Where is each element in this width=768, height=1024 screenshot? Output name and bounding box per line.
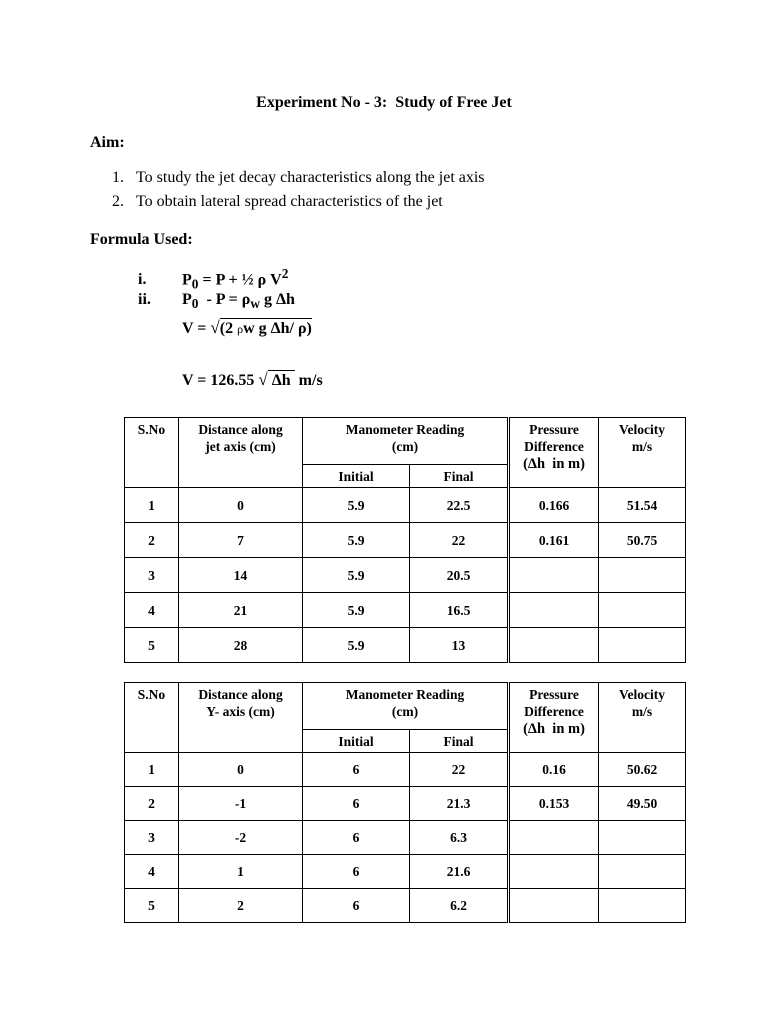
cell-distance: 14 — [179, 558, 303, 593]
cell-sno: 1 — [125, 753, 179, 787]
header-manometer — [303, 418, 509, 465]
header-text: Pressure — [529, 422, 579, 437]
table-row — [125, 488, 686, 523]
cell-sno: 1 — [125, 488, 179, 523]
cell-final: 22 — [410, 753, 509, 787]
table-row — [125, 889, 686, 923]
cell-velocity — [599, 889, 686, 923]
cell-initial: 5.9 — [303, 523, 410, 558]
cell-final: 6.2 — [410, 889, 509, 923]
cell-pressure — [509, 889, 599, 923]
header-sno: S.No — [125, 418, 179, 488]
cell-velocity: 51.54 — [599, 488, 686, 523]
aim-item-1 — [112, 169, 485, 187]
header-text: Distance along — [198, 422, 283, 437]
cell-final: 22 — [410, 523, 509, 558]
cell-velocity — [599, 628, 686, 663]
cell-final: 21.3 — [410, 787, 509, 821]
formula-symbol: P — [182, 291, 192, 308]
formula-text: (2 — [219, 320, 238, 337]
formula-symbol: P — [182, 271, 192, 289]
header-initial: Initial — [303, 465, 410, 488]
jet-axis-table — [124, 417, 686, 663]
formula-heading: Formula Used: — [90, 231, 193, 248]
cell-initial: 6 — [303, 821, 410, 855]
table-row — [125, 628, 686, 663]
table-row — [125, 753, 686, 787]
aim-item-2 — [112, 193, 443, 211]
cell-pressure: 0.166 — [509, 488, 599, 523]
cell-sno: 5 — [125, 889, 179, 923]
sqrt-icon: √ — [258, 370, 268, 389]
header-text: Manometer Reading — [345, 687, 465, 702]
cell-distance: 2 — [179, 889, 303, 923]
cell-initial: 6 — [303, 787, 410, 821]
cell-velocity: 50.75 — [599, 523, 686, 558]
cell-distance: 0 — [179, 753, 303, 787]
cell-sno: 3 — [125, 821, 179, 855]
y-axis-table — [124, 682, 686, 923]
cell-initial: 5.9 — [303, 558, 410, 593]
page-title: Experiment No - 3: Study of Free Jet — [256, 94, 512, 111]
formula-2 — [138, 291, 295, 312]
header-final: Final — [410, 465, 509, 488]
sqrt-icon: √ — [210, 318, 220, 337]
aim-item-text: To obtain lateral spread characteristics of the jet — [136, 193, 443, 210]
formula-radicand: Δh — [267, 372, 295, 389]
formula-text: w g Δh/ ρ) — [243, 320, 312, 337]
formula-number: i. — [138, 271, 147, 289]
cell-final: 16.5 — [410, 593, 509, 628]
formula-text: - P = ρ — [198, 291, 251, 308]
cell-sno: 4 — [125, 593, 179, 628]
header-velocity — [599, 418, 686, 488]
cell-final: 20.5 — [410, 558, 509, 593]
header-final: Final — [410, 730, 509, 753]
formula-text: V = 126.55 — [182, 372, 259, 389]
cell-velocity — [599, 558, 686, 593]
header-distance — [179, 683, 303, 753]
header-text: (Δh in m) — [523, 721, 585, 737]
header-pressure — [509, 418, 599, 488]
table-row — [125, 558, 686, 593]
header-text: jet axis (cm) — [205, 439, 276, 454]
header-text: m/s — [631, 439, 653, 454]
header-sno: S.No — [125, 683, 179, 753]
header-text: (Δh in m) — [523, 456, 585, 472]
cell-velocity — [599, 821, 686, 855]
aim-heading: Aim: — [90, 134, 125, 151]
cell-initial: 5.9 — [303, 628, 410, 663]
cell-pressure: 0.153 — [509, 787, 599, 821]
header-text: Velocity — [619, 422, 666, 437]
header-text: Difference — [524, 704, 584, 719]
cell-initial: 5.9 — [303, 593, 410, 628]
header-text: (cm) — [391, 439, 419, 454]
table-row — [125, 821, 686, 855]
cell-final: 22.5 — [410, 488, 509, 523]
table-row — [125, 593, 686, 628]
header-distance — [179, 418, 303, 488]
formula-symbol: ρ — [237, 322, 244, 336]
cell-distance: 1 — [179, 855, 303, 889]
header-text: Velocity — [619, 687, 666, 702]
cell-pressure: 0.161 — [509, 523, 599, 558]
aim-item-number: 1. — [112, 169, 124, 186]
table-row — [125, 523, 686, 558]
table-row — [125, 787, 686, 821]
cell-velocity: 49.50 — [599, 787, 686, 821]
cell-pressure: 0.16 — [509, 753, 599, 787]
cell-pressure — [509, 855, 599, 889]
formula-subscript: w — [250, 296, 260, 312]
formula-text: = P + ½ ρ V — [198, 271, 282, 289]
formula-unit: m/s — [294, 372, 323, 389]
formula-number: ii. — [138, 291, 151, 308]
cell-final: 6.3 — [410, 821, 509, 855]
formula-4 — [182, 370, 323, 390]
cell-velocity: 50.62 — [599, 753, 686, 787]
header-velocity — [599, 683, 686, 753]
cell-final: 13 — [410, 628, 509, 663]
cell-initial: 6 — [303, 753, 410, 787]
header-text: (cm) — [391, 704, 419, 719]
cell-initial: 5.9 — [303, 488, 410, 523]
header-text: Manometer Reading — [345, 422, 465, 437]
cell-initial: 6 — [303, 855, 410, 889]
header-text: Distance along — [198, 687, 283, 702]
cell-velocity — [599, 593, 686, 628]
cell-distance: 28 — [179, 628, 303, 663]
cell-pressure — [509, 628, 599, 663]
header-manometer — [303, 683, 509, 730]
formula-1 — [138, 266, 288, 293]
formula-subscript: 0 — [191, 276, 199, 292]
formula-superscript: 2 — [281, 266, 289, 281]
cell-sno: 5 — [125, 628, 179, 663]
cell-initial: 6 — [303, 889, 410, 923]
cell-pressure — [509, 558, 599, 593]
cell-sno: 2 — [125, 523, 179, 558]
table-row — [125, 855, 686, 889]
cell-final: 21.6 — [410, 855, 509, 889]
cell-distance: -2 — [179, 821, 303, 855]
cell-velocity — [599, 855, 686, 889]
header-text: Pressure — [529, 687, 579, 702]
cell-pressure — [509, 821, 599, 855]
formula-radicand — [220, 318, 312, 337]
formula-text: g Δh — [260, 291, 295, 308]
cell-sno: 2 — [125, 787, 179, 821]
formula-text: V = — [182, 320, 211, 337]
cell-distance: 21 — [179, 593, 303, 628]
cell-sno: 4 — [125, 855, 179, 889]
header-text: Difference — [524, 439, 584, 454]
formula-3 — [182, 318, 312, 338]
cell-sno: 3 — [125, 558, 179, 593]
aim-item-number: 2. — [112, 193, 124, 210]
cell-pressure — [509, 593, 599, 628]
header-initial: Initial — [303, 730, 410, 753]
header-text: m/s — [631, 704, 653, 719]
header-pressure — [509, 683, 599, 753]
formula-subscript: 0 — [191, 296, 199, 312]
cell-distance: 7 — [179, 523, 303, 558]
aim-item-text: To study the jet decay characteristics along the jet axis — [136, 169, 485, 186]
cell-distance: -1 — [179, 787, 303, 821]
header-text: Y- axis (cm) — [206, 704, 275, 719]
cell-distance: 0 — [179, 488, 303, 523]
